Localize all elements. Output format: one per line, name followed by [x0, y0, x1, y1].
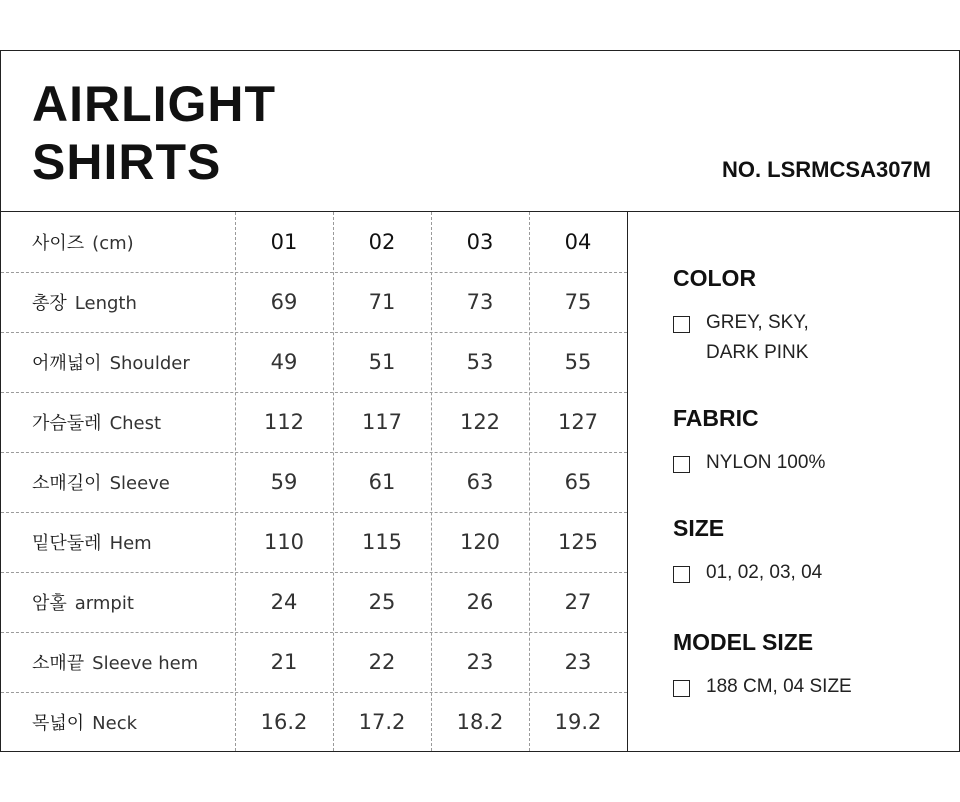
product-title [32, 75, 276, 191]
row-label-ko: 암홀 [32, 593, 67, 614]
table-row [1, 332, 627, 393]
table-cell: 117 [361, 410, 403, 434]
color-text [706, 308, 809, 368]
row-label-en: Length [74, 293, 137, 314]
table-cell: 115 [361, 530, 403, 554]
table-cell: 75 [564, 290, 592, 314]
table-cell: 55 [564, 350, 592, 374]
table-cell: 23 [564, 650, 592, 674]
row-label [32, 289, 137, 315]
table-cell: 19.2 [554, 710, 602, 734]
size-chart-frame [0, 50, 960, 752]
model-number: NO. LSRMCSA307M [721, 157, 931, 182]
row-label [32, 349, 190, 375]
row-label-en: (cm) [92, 233, 134, 254]
product-title-line1: AIRLIGHT [32, 76, 277, 132]
row-label-en: Sleeve [109, 473, 170, 494]
product-info-panel [628, 212, 959, 751]
size-header-cell: 04 [564, 230, 592, 254]
table-row [1, 632, 627, 693]
row-label [32, 469, 170, 495]
table-cell: 63 [466, 470, 494, 494]
table-cell: 51 [368, 350, 396, 374]
row-label-ko: 어깨넓이 [32, 353, 102, 374]
table-row [1, 272, 627, 333]
size-text: 01, 02, 03, 04 [706, 562, 823, 583]
size-header-cell: 02 [368, 230, 396, 254]
table-cell: 27 [564, 590, 592, 614]
table-cell: 17.2 [358, 710, 406, 734]
row-label-en: Shoulder [109, 353, 190, 374]
table-cell: 65 [564, 470, 592, 494]
table-cell: 69 [270, 290, 298, 314]
table-cell: 22 [368, 650, 396, 674]
row-label-ko: 총장 [32, 293, 67, 314]
table-cell: 24 [270, 590, 298, 614]
table-cell: 110 [263, 530, 305, 554]
table-row [1, 452, 627, 513]
checkbox-icon [673, 566, 690, 583]
row-label [32, 529, 152, 555]
product-title-line2: SHIRTS [32, 134, 222, 190]
row-label-ko: 사이즈 [32, 233, 85, 254]
table-cell: 18.2 [456, 710, 504, 734]
color-title: COLOR [673, 265, 757, 291]
table-cell: 71 [368, 290, 396, 314]
row-label [32, 649, 198, 675]
row-label-ko: 소매길이 [32, 473, 102, 494]
color-line2: DARK PINK [706, 342, 809, 363]
fabric-item [673, 453, 825, 478]
fabric-text: NYLON 100% [706, 452, 826, 473]
table-cell: 25 [368, 590, 396, 614]
table-row [1, 572, 627, 633]
product-header [1, 51, 959, 212]
table-row [1, 512, 627, 573]
row-label-ko: 가슴둘레 [32, 413, 102, 434]
table-row [1, 392, 627, 453]
row-label-en: Chest [109, 413, 162, 434]
row-label-ko: 소매끝 [32, 653, 85, 674]
size-table [1, 212, 628, 751]
table-cell: 125 [557, 530, 599, 554]
checkbox-icon [673, 456, 690, 473]
row-label [32, 229, 134, 255]
size-header-cell: 03 [466, 230, 494, 254]
size-header-cell: 01 [270, 230, 298, 254]
checkbox-icon [673, 316, 690, 333]
table-row [1, 692, 627, 752]
table-cell: 49 [270, 350, 298, 374]
row-label-ko: 목넓이 [32, 713, 85, 734]
table-cell: 73 [466, 290, 494, 314]
model-size-text: 188 CM, 04 SIZE [706, 676, 852, 697]
row-label [32, 589, 134, 615]
model-size-title: MODEL SIZE [673, 629, 814, 655]
size-title: SIZE [673, 515, 725, 541]
checkbox-icon [673, 680, 690, 697]
table-cell: 26 [466, 590, 494, 614]
table-cell: 16.2 [260, 710, 308, 734]
table-cell: 122 [459, 410, 501, 434]
table-cell: 61 [368, 470, 396, 494]
table-cell: 21 [270, 650, 298, 674]
table-cell: 127 [557, 410, 599, 434]
table-cell: 120 [459, 530, 501, 554]
size-item [673, 563, 822, 588]
table-cell: 53 [466, 350, 494, 374]
row-label-en: armpit [74, 593, 134, 614]
table-cell: 112 [263, 410, 305, 434]
row-label [32, 709, 137, 735]
model-size-item [673, 677, 852, 702]
row-label-en: Hem [109, 533, 152, 554]
table-cell: 23 [466, 650, 494, 674]
color-line1: GREY, SKY, [706, 312, 809, 333]
row-label-ko: 밑단둘레 [32, 533, 102, 554]
table-header-row [1, 212, 627, 273]
row-label-en: Neck [92, 713, 138, 734]
fabric-title: FABRIC [673, 405, 759, 431]
table-cell: 59 [270, 470, 298, 494]
row-label [32, 409, 161, 435]
row-label-en: Sleeve hem [92, 653, 199, 674]
color-item [673, 313, 809, 368]
